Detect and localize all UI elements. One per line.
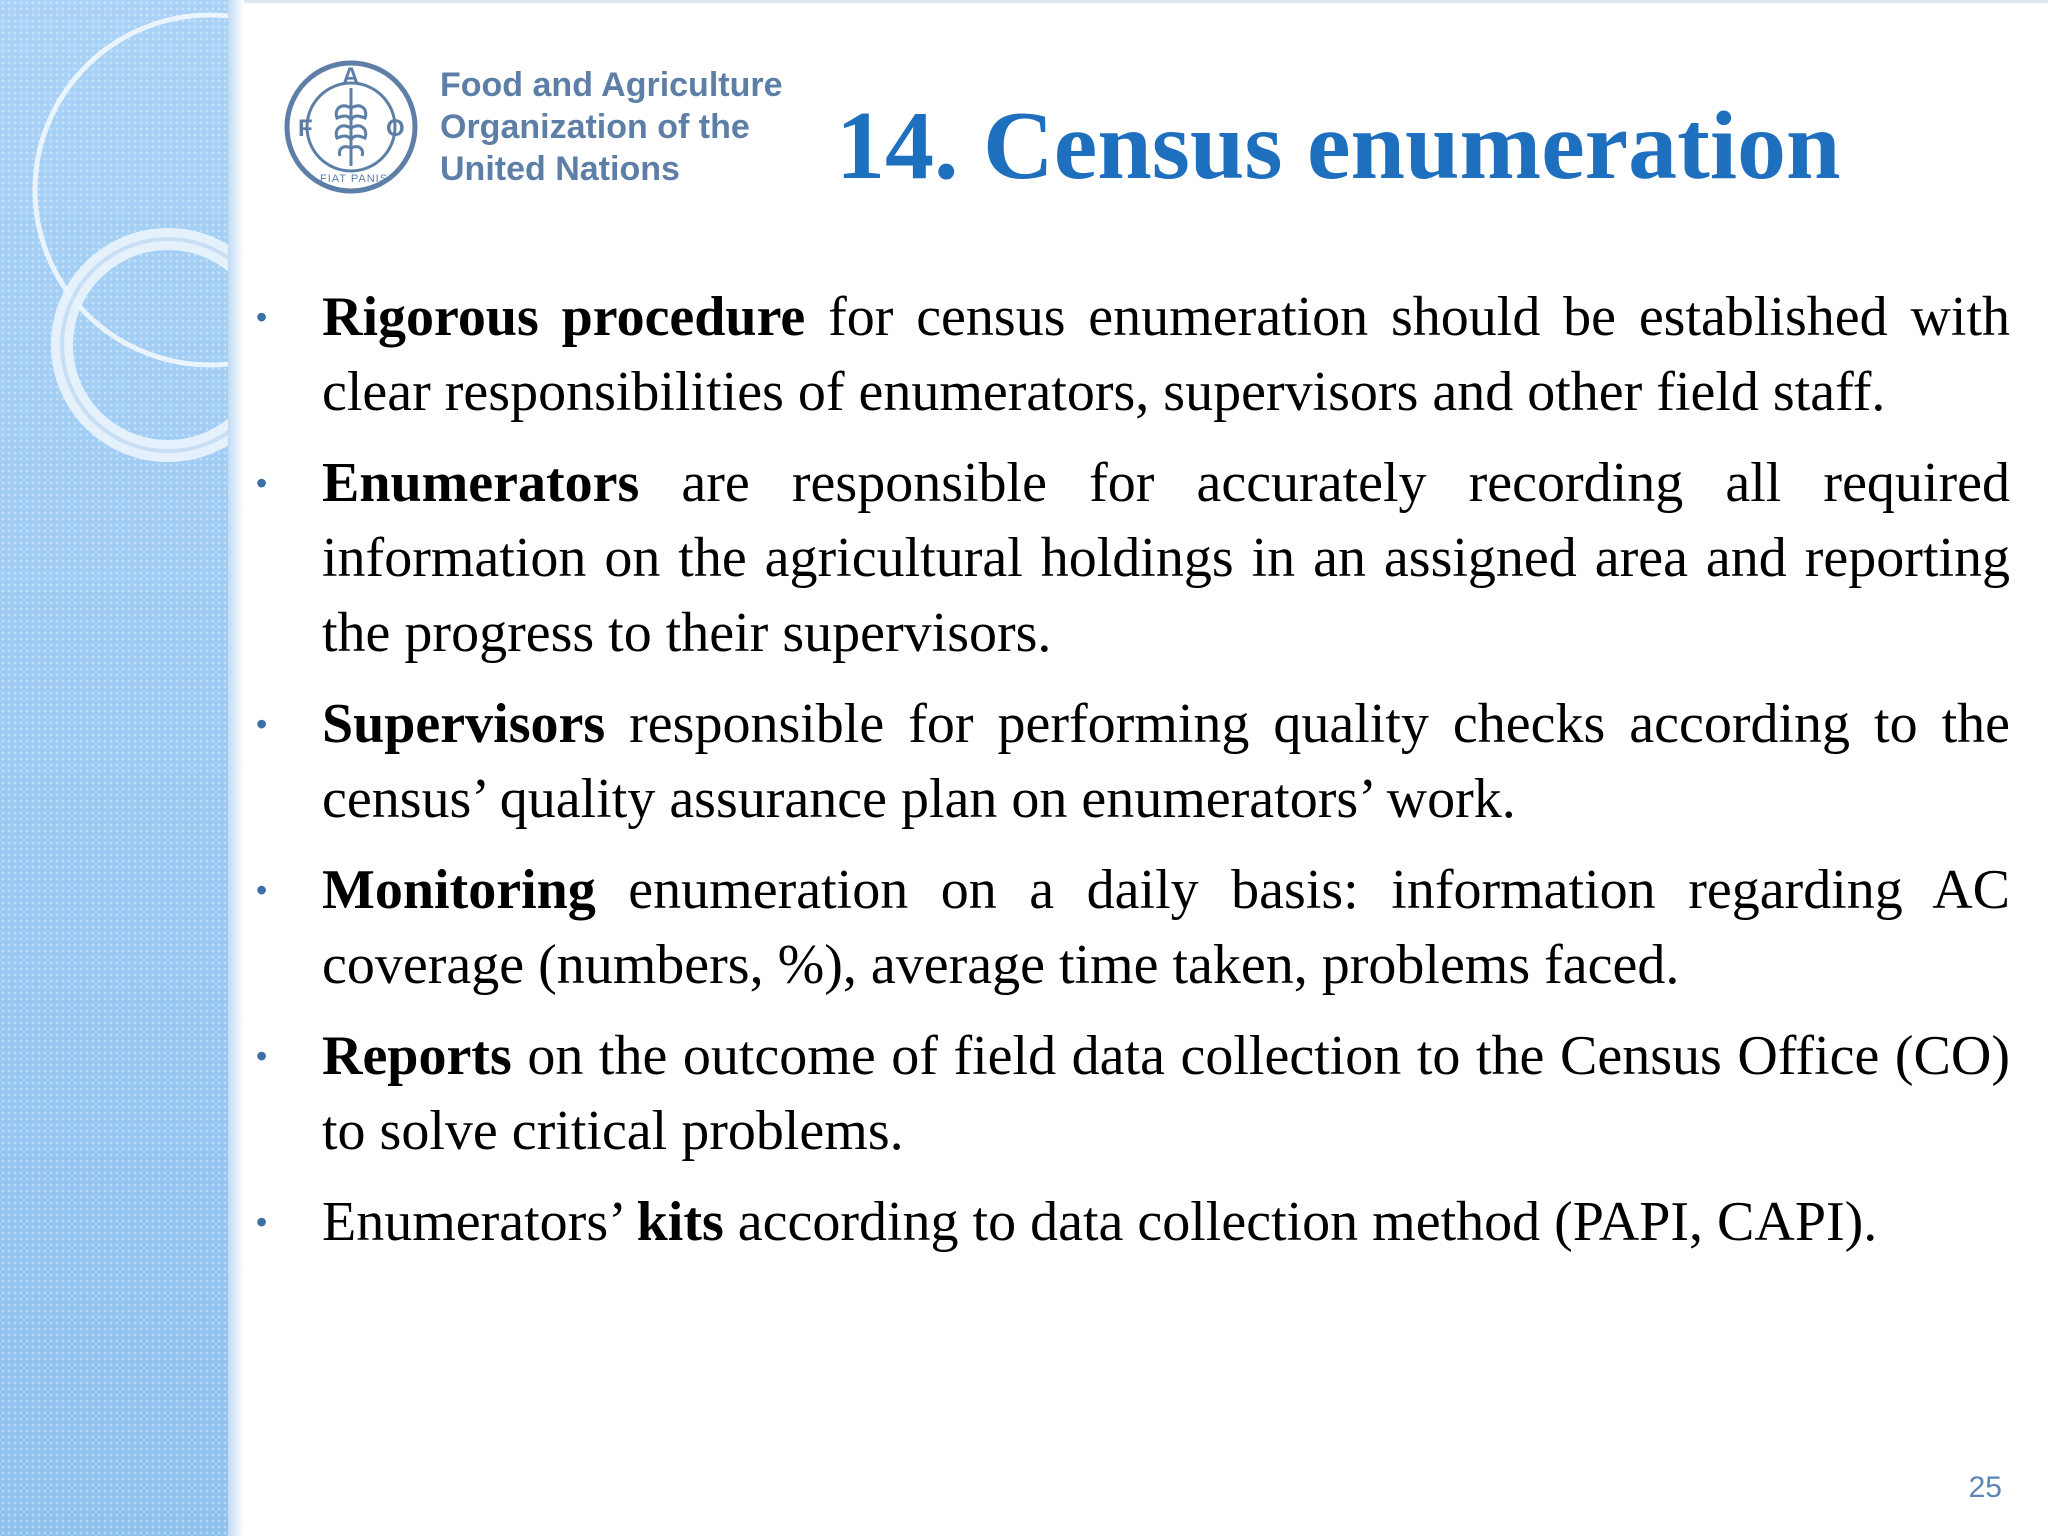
bullet-dot-icon: • (256, 299, 268, 335)
page-title: 14. Census enumeration (836, 92, 1841, 200)
emblem-motto: FIAT PANIS (320, 173, 389, 185)
page-number: 25 (1968, 1471, 2002, 1504)
bullet-item (250, 446, 2010, 671)
bullet-keyword: Supervisors (322, 693, 606, 755)
bullet-text: are responsible for accurately recording all required information on the agricultural holdings in an assigned area and reporting the progress to their supervisors. (322, 452, 2010, 664)
bullet-dot-icon: • (256, 465, 268, 501)
bullet-keyword: Rigorous procedure (322, 286, 806, 348)
bullet-dot-icon: • (256, 872, 268, 908)
bullet-dot-icon: • (256, 1038, 268, 1074)
decorative-sidebar (0, 0, 228, 1536)
bullet-text: on the outcome of field data collection to the Census Office (CO) to solve critical problems. (322, 1025, 2010, 1162)
organization-name-line: United Nations (440, 150, 680, 188)
fao-logo (282, 56, 802, 206)
emblem-letter-a: A (342, 63, 360, 90)
bullet-item (250, 853, 2010, 1003)
bullet-dot-icon: • (256, 706, 268, 742)
organization-name-line: Organization of the (440, 108, 750, 146)
bullet-keyword: Reports (322, 1025, 512, 1087)
bullet-text: for census enumeration should be established with clear responsibilities of enumerators, supervisors and other field staff. (322, 286, 2011, 423)
bullet-item (250, 280, 2010, 430)
bullet-text: responsible for performing quality checks according to the census’ quality assurance plan on enumerators’ work. (322, 693, 2010, 830)
bullet-text: enumeration on a daily basis: information regarding AC coverage (numbers, %), average time taken, problems faced. (322, 859, 2010, 996)
bullet-item (250, 1019, 2010, 1169)
emblem-letter-f: F (298, 115, 313, 142)
bullet-keyword: Monitoring (322, 859, 596, 921)
bullet-text-before: Enumerators’ (322, 1191, 637, 1253)
organization-name-line: Food and Agriculture (440, 66, 783, 104)
top-divider (244, 0, 2048, 3)
sidebar-shadow (228, 0, 244, 1536)
bullet-item (250, 687, 2010, 837)
bullet-keyword: kits (636, 1191, 724, 1253)
fao-emblem-icon (282, 58, 420, 196)
bullet-text: according to data collection method (PAPI, CAPI). (723, 1191, 1878, 1253)
decorative-arcs (0, 0, 228, 1536)
bullet-item (250, 1185, 2010, 1260)
bullet-dot-icon: • (256, 1204, 268, 1240)
emblem-letter-o: O (386, 115, 405, 142)
bullet-list (250, 280, 2010, 1276)
organization-name (440, 64, 783, 190)
bullet-keyword: Enumerators (322, 452, 640, 514)
